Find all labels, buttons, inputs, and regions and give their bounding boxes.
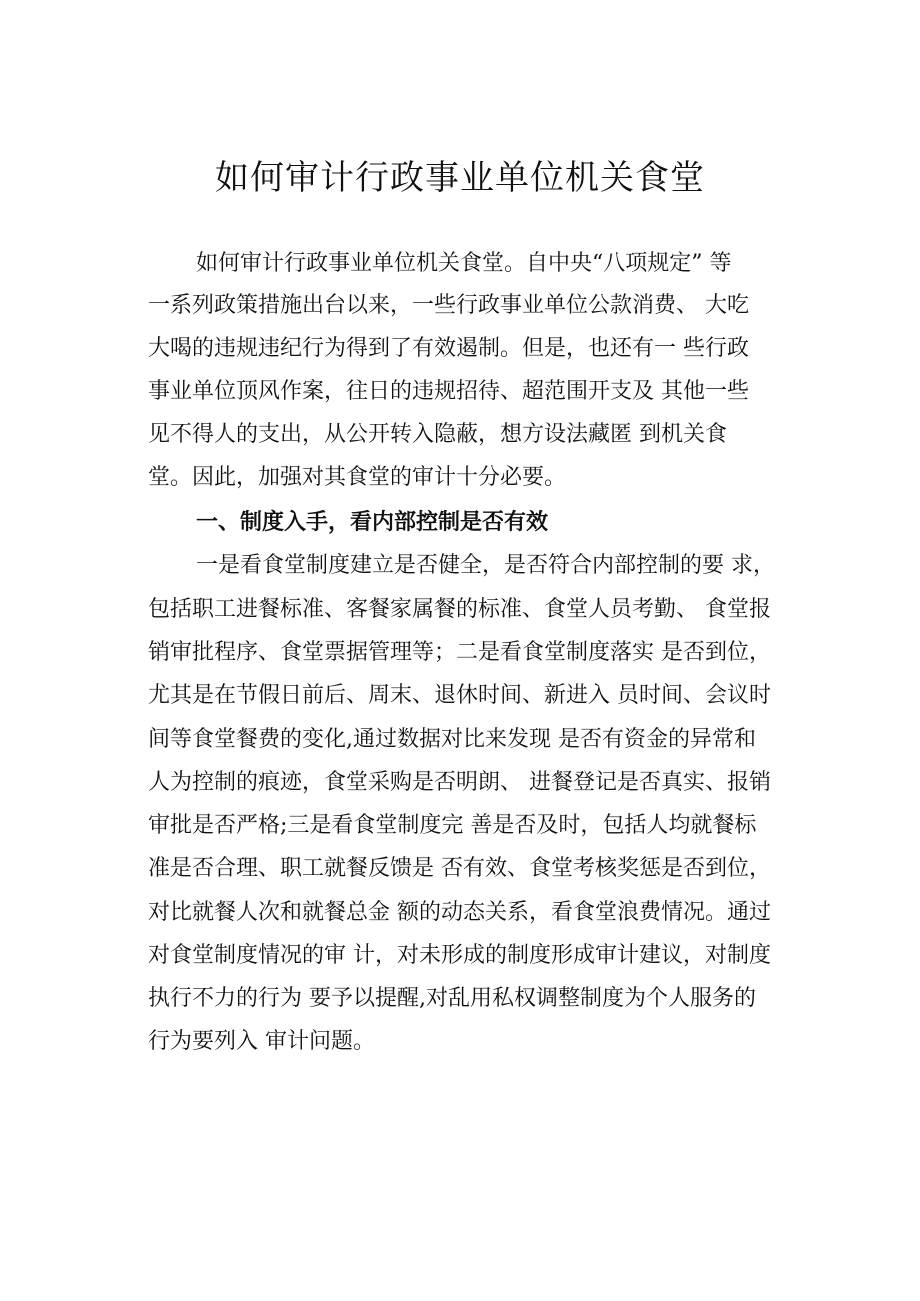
body-line-11: 执行不力的行为 要予以提醒,对乱用私权调整制度为个人服务的 (148, 986, 756, 1011)
intro-line-4: 事业单位顶风作案，往日的违规招待、超范围开支及 其他一些 (148, 379, 749, 404)
body-line-2: 包括职工进餐标准、客餐家属餐的标准、食堂人员考勤、 食堂报 (148, 597, 771, 622)
body-line-4: 尤其是在节假日前后、周末、退休时间、新进入 员时间、会议时 (148, 683, 771, 708)
body-line-7: 审批是否严格;三是看食堂制度完 善是否及时，包括人均就餐标 (148, 813, 757, 838)
body-line-12: 行为要列入 审计问题。 (148, 1029, 375, 1054)
body-line-8: 准是否合理、职工就餐反馈是 否有效、食堂考核奖惩是否到位， (148, 856, 771, 881)
body-line-6: 人为控制的痕迹，食堂采购是否明朗、 进餐登记是否真实、报销 (148, 770, 771, 795)
intro-line-5: 见不得人的支出，从公开转入隐蔽，想方设法藏匿 到机关食 (148, 422, 727, 447)
document-title: 如何审计行政事业单位机关食堂 (215, 158, 705, 198)
body-line-10: 对食堂制度情况的审 计，对未形成的制度形成审计建议，对制度 (148, 943, 771, 968)
intro-line-1: 如何审计行政事业单位机关食堂。自中央“八项规定” 等 (196, 251, 732, 276)
intro-line-6: 堂。因此，加强对其食堂的审计十分必要。 (148, 465, 567, 490)
body-line-5: 间等食堂餐费的变化,通过数据对比来发现 是否有资金的异常和 (148, 727, 756, 752)
body-line-9: 对比就餐人次和就餐总金 额的动态关系，看食堂浪费情况。通过 (148, 900, 771, 925)
body-line-1: 一是看食堂制度建立是否健全，是否符合内部控制的要 求， (196, 553, 775, 578)
intro-line-2: 一系列政策措施出台以来，一些行政事业单位公款消费、 大吃 (148, 293, 749, 318)
body-line-3: 销审批程序、食堂票据管理等；二是看食堂制度落实 是否到位， (148, 640, 771, 665)
section-heading: 一、制度入手，看内部控制是否有效 (196, 510, 549, 535)
intro-line-3: 大喝的违规违纪行为得到了有效遏制。但是，也还有一 些行政 (148, 336, 749, 361)
